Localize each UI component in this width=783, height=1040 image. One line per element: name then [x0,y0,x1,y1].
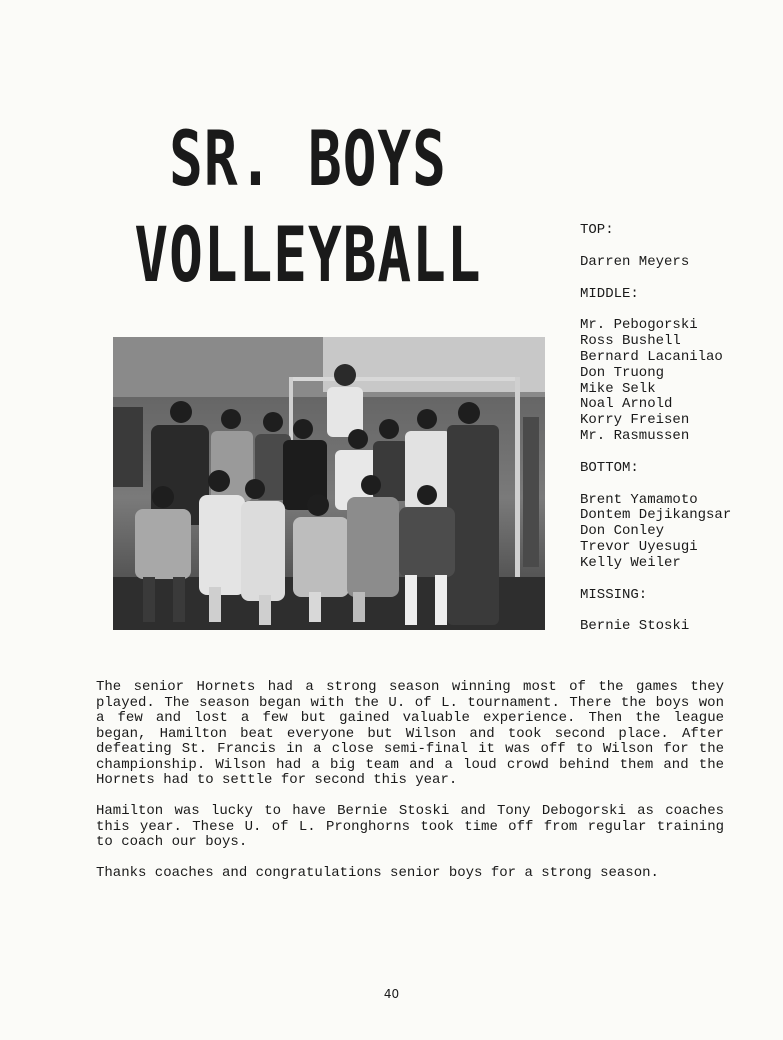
team-photo-illustration [113,337,545,630]
roster-name: Mr. Rasmussen [580,427,690,444]
paragraph: Hamilton was lucky to have Bernie Stoski and Tony Debogorski as coaches this year. These U. of L. Pronghorns took time off from regular training to coach our boys. [96,803,724,850]
roster-name: Don Truong [580,364,665,381]
article-body [96,680,724,897]
team-photo [113,337,545,630]
roster-name: Trevor Uyesugi [580,538,698,555]
roster-name: Bernie Stoski [580,618,690,635]
paragraph: The senior Hornets had a strong season winning most of the games they played. The season began with the U. of L. tournament. There the boys won a few and lost a few but gained valuable experience. Then the league began, Hamilton beat everyone but Wilson and took second place. After defeating St. Francis in a close semi-final it was off to Wilson for the championship. Wilson had a big team and a loud crowd behind them and the Hornets had to settle for second this year. [96,679,724,788]
roster-middle-label: MIDDLE: [580,285,639,302]
title-line-2: VOLLEYBALL [134,212,482,300]
roster-top-label: TOP: [580,222,614,238]
roster-name: Mike Selk [580,380,656,397]
roster-name: Darren Meyers [580,253,690,270]
roster-missing-label: MISSING: [580,586,648,603]
page-number: 40 [383,987,400,1001]
roster-name: Dontem Dejikangsar [580,507,732,524]
roster-middle-list [580,318,770,444]
roster-name: Don Conley [580,523,665,540]
roster-name: Mr. Pebogorski [580,317,698,334]
roster-name: Korry Freisen [580,412,690,429]
roster-name: Brent Yamamoto [580,491,698,508]
roster-name: Bernard Lacanilao [580,348,723,365]
roster-top-list [580,255,770,271]
roster-bottom-list [580,493,770,572]
roster [580,223,770,635]
roster-name: Ross Bushell [580,333,681,350]
roster-missing-list [580,619,770,635]
roster-bottom-label: BOTTOM: [580,459,639,476]
roster-name: Kelly Weiler [580,554,681,571]
title-line-1: SR. BOYS [169,116,447,204]
roster-name: Noal Arnold [580,396,673,413]
paragraph: Thanks coaches and congratulations senior boys for a strong season. [96,865,659,881]
